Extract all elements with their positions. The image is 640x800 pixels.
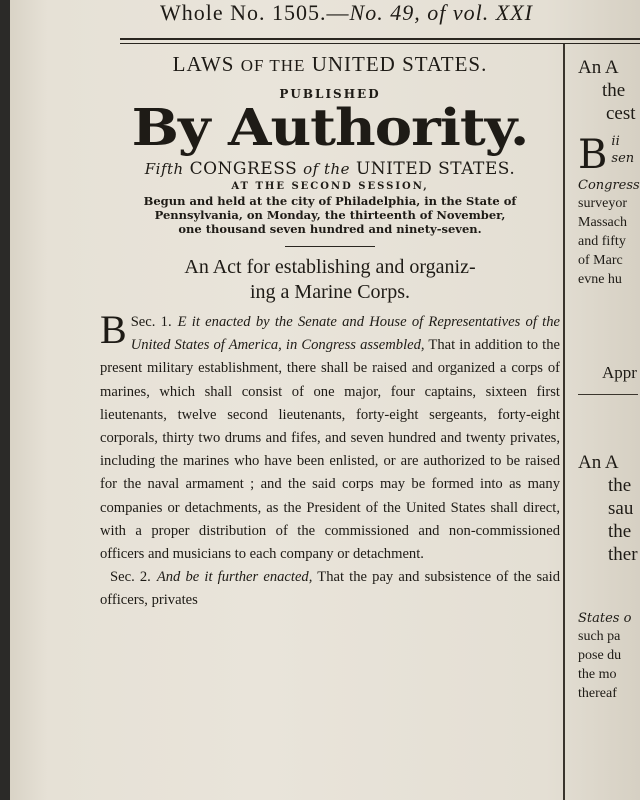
masthead [160, 0, 640, 34]
section-1-text: That in addition to the present military establishment, there shall be raised and organized a corps of marines, which shall consist of one major, four captains, sixteen first lieutenants, twelve second lieutenants, forty-eight sergeants, forty-eight corporals, thirty two drums and fifes, and seven hundred and twenty privates, including the marines who have been enlisted, or are authorized to be raised for the naval armament ; and the said corps may be formed into as many companies or detachments, as the President of the United States shall direct, with a proper distribution of the commissioned and non-commissioned officers and musicians to each company or detachment. [100, 337, 561, 563]
congress-fifth: Fifth [144, 160, 184, 178]
newspaper-page [10, 0, 640, 800]
laws-heading [100, 52, 560, 77]
right-line: ii [611, 134, 620, 149]
right-drop-cap: B [578, 132, 608, 178]
act-title [100, 255, 560, 305]
of-the-word: OF THE [240, 56, 306, 75]
right-line: evne hu [578, 272, 622, 287]
right-line: the [608, 521, 632, 542]
united-states-word: UNITED STATES. [311, 52, 488, 76]
laws-word: LAWS [172, 52, 235, 76]
congress-line [100, 159, 560, 179]
begun-line: Begun and held at the city of Philadelphia, in the State of [143, 194, 517, 208]
right-line: Massach [578, 215, 627, 230]
section-2-clause: And be it further enacted, [156, 569, 313, 586]
session-line: AT THE SECOND SESSION, [231, 181, 429, 192]
right-line: Congress [578, 178, 640, 193]
right-column [578, 44, 640, 800]
enacting-clause: E it enacted by the Senate and House of Representatives of the United States of America, in Congress assembled, [130, 314, 560, 354]
right-line: An A [578, 57, 619, 78]
begun-line: Pennsylvania, on Monday, the thirteenth of November, [154, 208, 506, 222]
act-title-line: An Act for establishing and organiz- [184, 256, 476, 278]
right-line: cest [606, 103, 636, 124]
right-line: the [608, 475, 632, 496]
act-title-line: ing a Marine Corps. [250, 281, 410, 303]
right-line: sau [608, 498, 634, 519]
begun-text [100, 194, 560, 236]
right-line: pose du [578, 648, 622, 663]
right-line: sen [611, 151, 635, 166]
section-1 [100, 307, 561, 566]
section-2-label: Sec. 2. [110, 569, 151, 586]
right-line: the [602, 80, 626, 101]
right-line: and fifty [578, 234, 626, 249]
right-line: the mo [578, 667, 617, 682]
act-body [100, 307, 561, 613]
right-line: thereaf [578, 686, 617, 701]
congress-of: of the [303, 160, 351, 178]
by-authority-title: By Authority. [131, 98, 529, 158]
right-line: such pa [578, 629, 621, 644]
right-line: Appr [602, 363, 637, 382]
right-rule [578, 394, 638, 395]
whole-number: Whole No. 1505.— [160, 0, 350, 25]
right-line: ther [608, 544, 638, 565]
drop-cap: B [100, 307, 127, 352]
right-line: States o [578, 611, 632, 626]
section-2-text: That the pay and subsistence of the said officers, privates [100, 569, 560, 609]
left-column [100, 44, 560, 800]
right-line: An A [578, 452, 619, 473]
congress-united-states: UNITED STATES. [355, 159, 516, 179]
section-rule [285, 246, 375, 247]
column-divider [563, 44, 565, 800]
number-volume: No. 49, of vol. XXI [349, 0, 533, 25]
congress-word: CONGRESS [189, 159, 298, 179]
right-line: surveyor [578, 196, 627, 211]
section-2 [100, 566, 560, 612]
section-1-label: Sec. 1. [130, 314, 172, 330]
published-label: PUBLISHED [279, 87, 381, 101]
begun-line: one thousand seven hundred and ninety-seven. [178, 222, 482, 236]
right-line: of Marc [578, 253, 623, 268]
